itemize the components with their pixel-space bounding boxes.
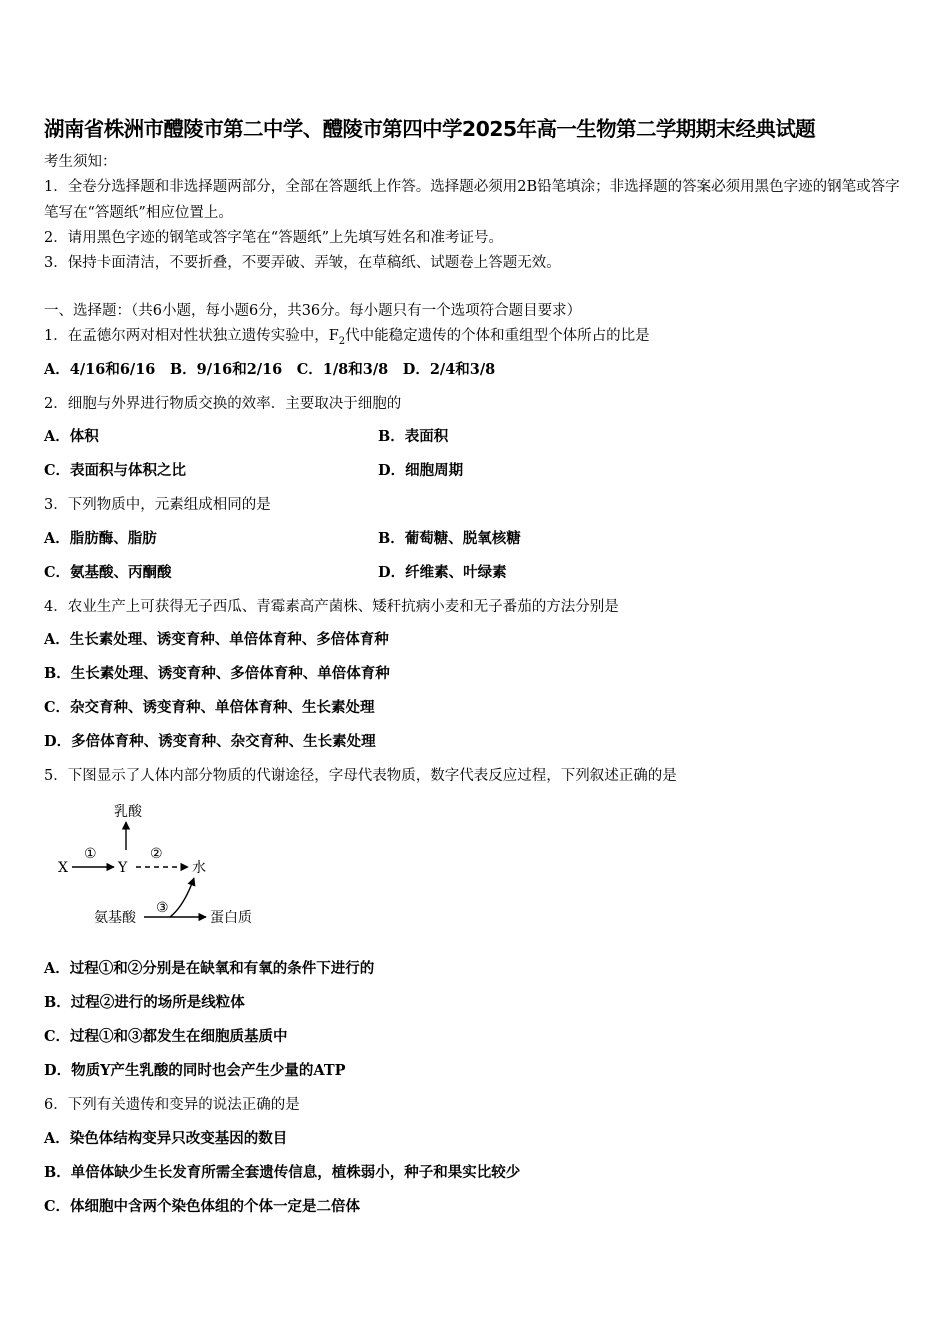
question-4-option-b: B．生长素处理、诱变育种、多倍体育种、单倍体育种 (44, 665, 390, 682)
question-6-stem: 6．下列有关遗传和变异的说法正确的是 (44, 1097, 300, 1113)
question-1-stem (44, 326, 650, 352)
question-2-option-d: D．细胞周期 (378, 462, 464, 479)
question-5-option-a: A．过程①和②分别是在缺氧和有氧的条件下进行的 (44, 960, 375, 977)
metabolism-diagram (52, 798, 272, 938)
question-5-option-d: D．物质Y产生乳酸的同时也会产生少量的ATP (44, 1062, 346, 1079)
question-2-option-b: B．表面积 (378, 428, 449, 445)
section-heading: 一、选择题：（共6小题，每小题6分，共36分。每小题只有一个选项符合题目要求） (44, 303, 582, 319)
diagram-label-y: Y (118, 860, 128, 876)
notice-item-2: 2．请用黑色字迹的钢笔或答字笔在“答题纸”上先填写姓名和准考证号。 (44, 230, 504, 246)
diagram-label-water: 水 (192, 860, 206, 876)
diagram-label-process-3: ③ (156, 900, 169, 916)
question-1-subscript: 2 (338, 335, 346, 347)
diagram-label-protein: 蛋白质 (210, 910, 252, 926)
page-title: 湖南省株洲市醴陵市第二中学、醴陵市第四中学2025年高一生物第二学期期末经典试题 (44, 117, 816, 141)
question-3-stem: 3．下列物质中，元素组成相同的是 (44, 497, 271, 513)
question-6-option-c: C．体细胞中含两个染色体组的个体一定是二倍体 (44, 1198, 361, 1215)
notice-heading: 考生须知： (44, 154, 117, 170)
question-6-option-a: A．染色体结构变异只改变基因的数目 (44, 1130, 288, 1147)
question-5-option-b: B．过程②进行的场所是线粒体 (44, 994, 245, 1011)
question-2-stem: 2．细胞与外界进行物质交换的效率．主要取决于细胞的 (44, 396, 402, 412)
diagram-label-x: X (58, 860, 68, 876)
question-4-option-c: C．杂交育种、诱变育种、单倍体育种、生长素处理 (44, 699, 375, 716)
question-1-stem-b: 代中能稳定遗传的个体和重组型个体所占的比是 (345, 328, 650, 344)
diagram-arrow-process-3 (144, 878, 194, 917)
question-3-option-a: A．脂肪酶、脂肪 (44, 530, 157, 547)
diagram-label-process-2: ② (150, 846, 163, 862)
question-1-options: A．4/16和6/16 B．9/16和2/16 C．1/8和3/8 D．2/4和3/8 (44, 361, 496, 378)
question-4-option-a: A．生长素处理、诱变育种、单倍体育种、多倍体育种 (44, 631, 389, 648)
question-3-option-d: D．纤维素、叶绿素 (378, 564, 507, 581)
question-3-option-c: C．氨基酸、丙酮酸 (44, 564, 172, 581)
question-5-stem: 5．下图显示了人体内部分物质的代谢途径，字母代表物质，数字代表反应过程，下列叙述正确的是 (44, 768, 677, 784)
diagram-label-lactic-acid: 乳酸 (114, 804, 142, 820)
question-3-option-b: B．葡萄糖、脱氧核糖 (378, 530, 521, 547)
question-6-option-b: B．单倍体缺少生长发育所需全套遗传信息，植株弱小，种子和果实比较少 (44, 1164, 521, 1181)
diagram-label-amino-acid: 氨基酸 (94, 910, 136, 926)
question-5-option-c: C．过程①和③都发生在细胞质基质中 (44, 1028, 288, 1045)
question-2-option-a: A．体积 (44, 428, 99, 445)
diagram-label-process-1: ① (84, 846, 97, 862)
question-2-option-c: C．表面积与体积之比 (44, 462, 187, 479)
notice-item-1: 1．全卷分选择题和非选择题两部分，全部在答题纸上作答。选择题必须用2B铅笔填涂；非选择题的答案必须用黑色字迹的钢笔或答字笔写在“答题纸”相应位置上。 (44, 179, 900, 221)
question-4-option-d: D．多倍体育种、诱变育种、杂交育种、生长素处理 (44, 733, 376, 750)
notice-item-3: 3．保持卡面清洁，不要折叠，不要弄破、弄皱，在草稿纸、试题卷上答题无效。 (44, 255, 561, 271)
question-4-stem: 4．农业生产上可获得无子西瓜、青霉素高产菌株、矮秆抗病小麦和无子番茄的方法分别是 (44, 599, 619, 615)
question-1-stem-a: 1．在孟德尔两对相对性状独立遗传实验中，F (44, 328, 339, 344)
